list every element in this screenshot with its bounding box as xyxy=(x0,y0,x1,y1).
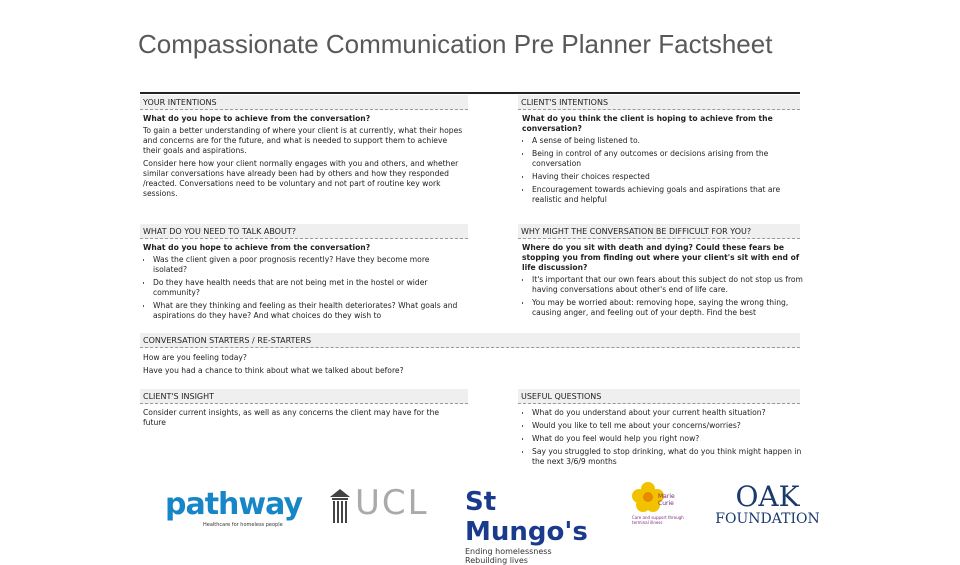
your-intentions-header: YOUR INTENTIONS xyxy=(140,95,468,110)
oak-logo-text: OAK xyxy=(735,480,800,513)
st-mungos-logo-text: St Mungo's xyxy=(465,487,588,547)
st-mungos-logo xyxy=(465,473,615,565)
oak-foundation-logo xyxy=(705,473,830,533)
ucl-logo xyxy=(325,473,445,533)
useful-questions-body xyxy=(522,408,804,472)
pathway-logo-text: pathway xyxy=(165,487,303,522)
ucl-logo-text: UCL xyxy=(355,483,429,523)
what-to-talk-header: WHAT DO YOU NEED TO TALK ABOUT? xyxy=(140,224,468,239)
your-intentions-paragraph-1: To gain a better understanding of where your client is at currently, what their hopes and concerns are for the future, and what is needed to support them to achieve their goals and aspirations. xyxy=(143,126,463,155)
client-intentions-item: • A sense of being listened to. xyxy=(532,136,804,146)
your-intentions-paragraph-2: Consider here how your client normally engages with you and others, and whether similar conversations have already been had by others and how they responded /reacted. Conversations need to be voluntary and not part of routine key work sessions. xyxy=(143,159,459,198)
useful-question-item: • What do you feel would help you right now? xyxy=(532,434,804,444)
client-intentions-header: CLIENT'S INTENTIONS xyxy=(518,95,800,110)
title-divider xyxy=(140,92,800,94)
what-to-talk-body xyxy=(143,243,463,329)
page-title: Compassionate Communication Pre Planner Factsheet xyxy=(138,29,773,59)
client-insight-body: Consider current insights, as well as any concerns the client may have for the future xyxy=(143,408,440,427)
client-intentions-body xyxy=(522,114,804,216)
what-to-talk-question: What do you hope to achieve from the conversation? xyxy=(143,243,371,252)
ucl-portico-icon xyxy=(329,487,351,527)
what-to-talk-item: • Do they have health needs that are not being met in the hostel or wider community? xyxy=(153,278,463,298)
your-intentions-body xyxy=(143,114,463,214)
why-difficult-question: Where do you sit with death and dying? Could these fears be stopping you from finding out where your client's sit with end of life discussion? xyxy=(522,243,800,272)
useful-questions-header: USEFUL QUESTIONS xyxy=(518,389,800,404)
client-intentions-item: • Encouragement towards achieving goals and aspirations that are realistic and helpful xyxy=(532,185,804,205)
useful-question-item: • Say you struggled to stop drinking, what do you think might happen in the next 3/6/9 months xyxy=(532,447,804,467)
useful-question-item: • What do you understand about your current health situation? xyxy=(532,408,804,418)
why-difficult-header: WHY MIGHT THE CONVERSATION BE DIFFICULT FOR YOU? xyxy=(518,224,800,239)
st-mungos-tagline-1: Ending homelessness xyxy=(465,547,552,556)
useful-question-item: • Would you like to tell me about your concerns/worries? xyxy=(532,421,804,431)
client-insight-header: CLIENT'S INSIGHT xyxy=(140,389,468,404)
marie-curie-tagline: Care and support through terminal illness xyxy=(632,515,684,525)
marie-curie-name: Marie Curie xyxy=(658,493,675,507)
client-intentions-item: • Being in control of any outcomes or decisions arising from the conversation xyxy=(532,149,804,169)
what-to-talk-item: • What are they thinking and feeling as their health deteriorates? What goals and aspirations do they have? And what choices do they wish to xyxy=(153,301,463,321)
pathway-logo xyxy=(165,473,315,533)
pathway-logo-tagline: Healthcare for homeless people xyxy=(203,522,283,528)
marie-curie-logo xyxy=(620,473,690,533)
starter-line: Have you had a chance to think about what we talked about before? xyxy=(143,366,404,375)
client-intentions-item: • Having their choices respected xyxy=(532,172,804,182)
what-to-talk-item: • Was the client given a poor prognosis recently? Have they become more isolated? xyxy=(153,255,463,275)
st-mungos-tagline-2: Rebuilding lives xyxy=(465,556,528,565)
why-difficult-body xyxy=(522,243,812,329)
conversation-starters-body xyxy=(143,353,783,379)
starter-line: How are you feeling today? xyxy=(143,353,247,362)
why-difficult-item: • It's important that our own fears about this subject do not stop us from having conversations about other's end of life care. xyxy=(532,275,812,295)
why-difficult-item: • You may be worried about: removing hope, saying the wrong thing, causing anger, and feeling out of your depth. Find the best xyxy=(532,298,812,318)
your-intentions-question: What do you hope to achieve from the conversation? xyxy=(143,114,371,123)
conversation-starters-header: CONVERSATION STARTERS / RE-STARTERS xyxy=(140,333,800,348)
client-intentions-question: What do you think the client is hoping to achieve from the conversation? xyxy=(522,114,773,133)
partner-logos xyxy=(165,473,830,565)
oak-logo-subtitle: FOUNDATION xyxy=(715,511,820,527)
